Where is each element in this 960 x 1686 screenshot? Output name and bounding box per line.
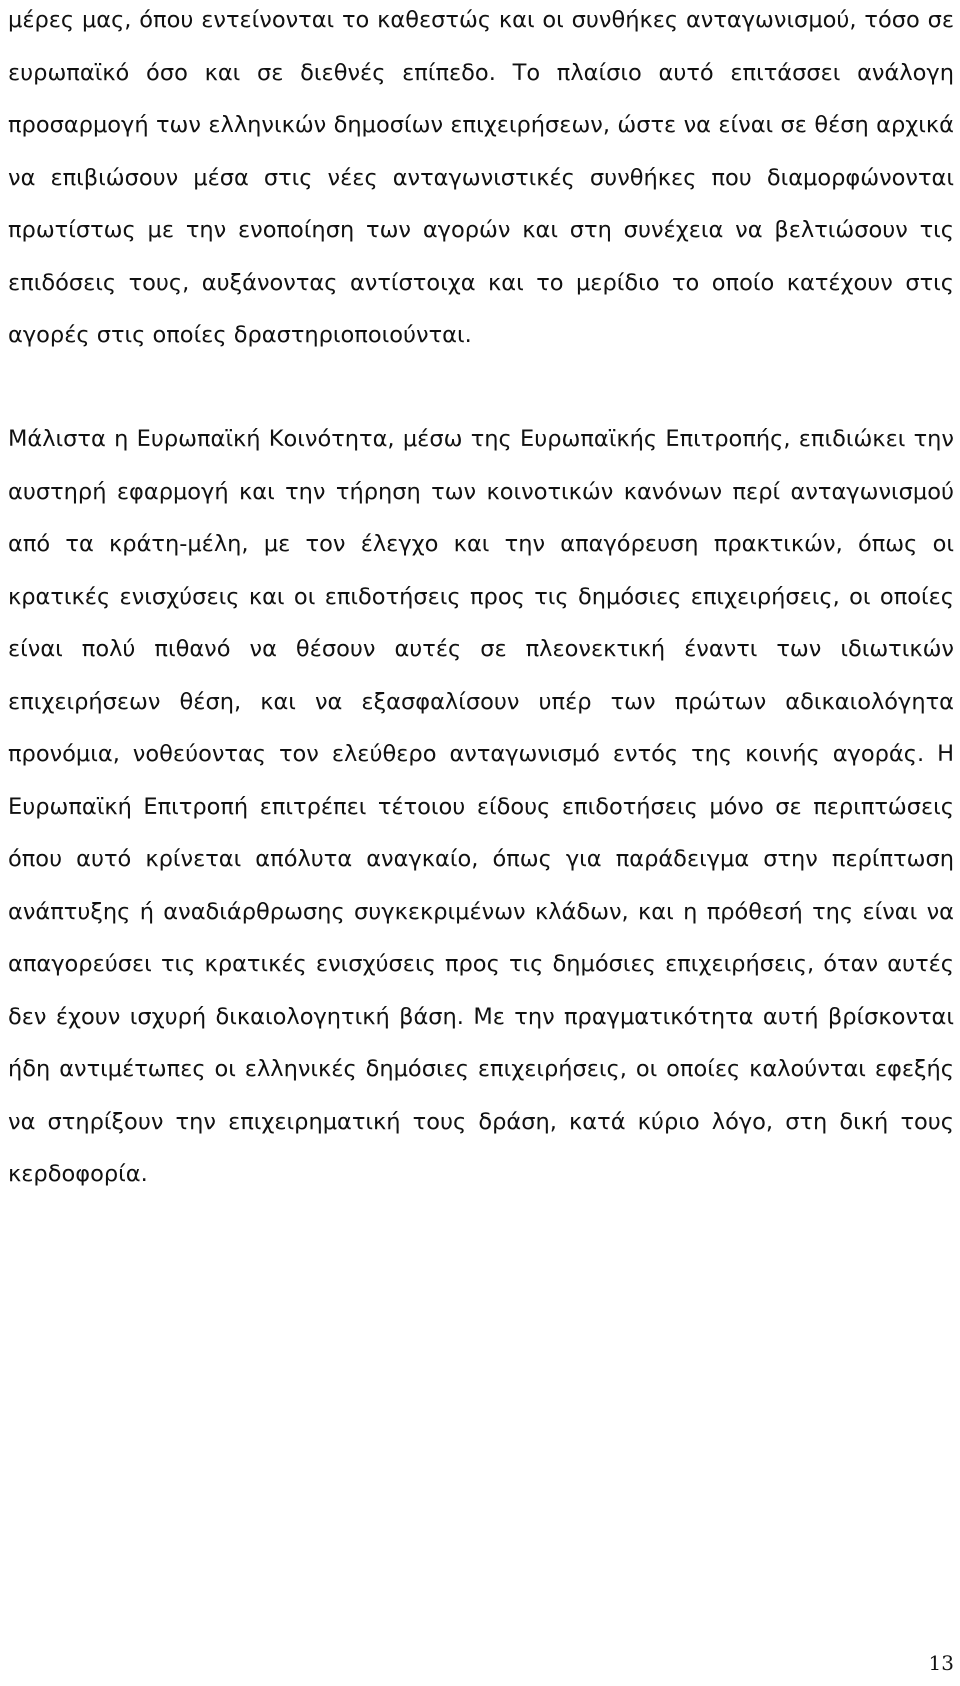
paragraph-european-commission: Μάλιστα η Ευρωπαϊκή Κοινότητα, μέσω της Ευρωπαϊκής Επιτροπής, επιδιώκει την αυστηρή εφαρμογή και την τήρηση των κοινοτικών κανόνων περί ανταγωνισμού από τα κράτη-μέλη, με τον έλεγχο και την απαγόρευση πρακτικών, όπως οι κρατικές ενισχύσεις και οι επιδοτήσεις προς τις δημόσιες επιχειρήσεις, οι οποίες είναι πολύ πιθανό να θέσουν αυτές σε πλεονεκτική έναντι των ιδιωτικών επιχειρήσεων θέση, και να εξασφαλίσουν υπέρ των πρώτων αδικαιολόγητα προνόμια, νοθεύοντας τον ελεύθερο ανταγωνισμό εντός της κοινής αγοράς. Η Ευρωπαϊκή Επιτροπή επιτρέπει τέτοιου είδους επιδοτήσεις μόνο σε περιπτώσεις όπου αυτό κρίνεται απόλυτα αναγκαίο, όπως για παράδειγμα στην περίπτωση ανάπτυξης ή αναδιάρθρωσης συγκεκριμένων κλάδων, και η πρόθεσή της είναι να απαγορεύσει τις κρατικές ενισχύσεις προς τις δημόσιες επιχειρήσεις, όταν αυτές δεν έχουν ισχυρή δικαιολογητική βάση. Με την πραγματικότητα αυτή βρίσκονται ήδη αντιμέτωπες οι ελληνικές δημόσιες επιχειρήσεις, οι οποίες καλούνται εφεξής να στηρίξουν την επιχειρηματική τους δράση, κατά κύριο λόγο, στη δική τους κερδοφορία. — [8, 426, 954, 1187]
page-number: 13 — [928, 1651, 954, 1675]
paragraph-continuation: μέρες μας, όπου εντείνονται το καθεστώς και οι συνθήκες ανταγωνισμού, τόσο σε ευρωπαϊκό όσο και σε διεθνές επίπεδο. Το πλαίσιο αυτό επιτάσσει ανάλογη προσαρμογή των ελληνικών δημοσίων επιχειρήσεων, ώστε να είναι σε θέση αρχικά να επιβιώσουν μέσα στις νέες ανταγωνιστικές συνθήκες που διαμορφώνονται πρωτίστως με την ενοποίηση των αγορών και στη συνέχεια να βελτιώσουν τις επιδόσεις τους, αυξάνοντας αντίστοιχα και το μερίδιο το οποίο κατέχουν στις αγορές στις οποίες δραστηριοποιούνται. — [8, 7, 954, 348]
